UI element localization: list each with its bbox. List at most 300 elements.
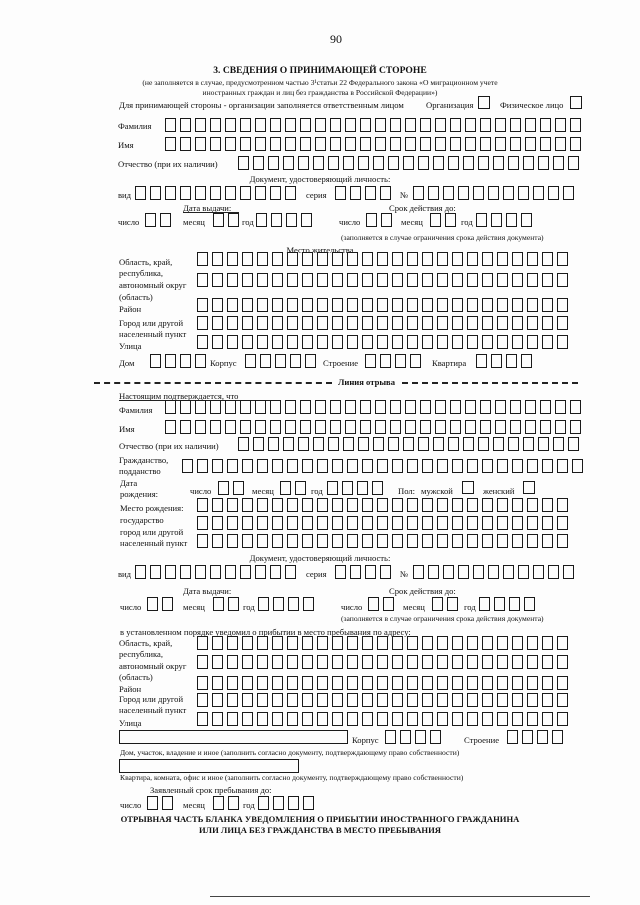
char-cell[interactable] — [510, 118, 521, 132]
char-cell[interactable] — [482, 693, 493, 707]
char-cell[interactable] — [435, 118, 446, 132]
char-cell[interactable] — [377, 516, 388, 530]
char-cell[interactable] — [375, 118, 386, 132]
char-cell[interactable] — [542, 516, 553, 530]
valid-year-cells[interactable] — [476, 213, 536, 227]
char-cell[interactable] — [165, 118, 176, 132]
char-cell[interactable] — [390, 400, 401, 414]
char-cell[interactable] — [465, 137, 476, 151]
char-cell[interactable] — [463, 437, 474, 451]
char-cell[interactable] — [197, 498, 208, 512]
char-cell[interactable] — [392, 498, 403, 512]
char-cell[interactable] — [258, 796, 269, 810]
char-cell[interactable] — [332, 516, 343, 530]
char-cell[interactable] — [210, 137, 221, 151]
char-cell[interactable] — [287, 252, 298, 266]
char-cell[interactable] — [180, 420, 191, 434]
char-cell[interactable] — [465, 420, 476, 434]
char-cell[interactable] — [430, 730, 441, 744]
char-cell[interactable] — [480, 137, 491, 151]
char-cell[interactable] — [388, 156, 399, 170]
char-cell[interactable] — [345, 118, 356, 132]
char-cell[interactable] — [227, 693, 238, 707]
char-cell[interactable] — [521, 354, 532, 368]
char-cell[interactable] — [392, 636, 403, 650]
char-cell[interactable] — [255, 420, 266, 434]
d-name-cells[interactable] — [165, 420, 585, 434]
char-cell[interactable] — [448, 156, 459, 170]
char-cell[interactable] — [392, 298, 403, 312]
char-cell[interactable] — [135, 186, 146, 200]
char-cell[interactable] — [437, 534, 448, 548]
char-cell[interactable] — [260, 354, 271, 368]
char-cell[interactable] — [510, 400, 521, 414]
char-cell[interactable] — [542, 534, 553, 548]
char-cell[interactable] — [542, 498, 553, 512]
char-cell[interactable] — [540, 137, 551, 151]
d-doc-number-cells[interactable] — [413, 565, 578, 579]
char-cell[interactable] — [273, 597, 284, 611]
char-cell[interactable] — [542, 693, 553, 707]
issue-year-cells[interactable] — [256, 213, 316, 227]
char-cell[interactable] — [392, 693, 403, 707]
char-cell[interactable] — [452, 712, 463, 726]
char-cell[interactable] — [347, 498, 358, 512]
char-cell[interactable] — [557, 298, 568, 312]
char-cell[interactable] — [542, 335, 553, 349]
char-cell[interactable] — [270, 420, 281, 434]
char-cell[interactable] — [165, 137, 176, 151]
char-cell[interactable] — [287, 712, 298, 726]
char-cell[interactable] — [242, 534, 253, 548]
char-cell[interactable] — [527, 459, 538, 473]
char-cell[interactable] — [422, 534, 433, 548]
d-region-cells-row2[interactable] — [197, 655, 572, 669]
char-cell[interactable] — [242, 273, 253, 287]
female-checkbox[interactable] — [523, 481, 535, 494]
doc-type-cells[interactable] — [135, 186, 300, 200]
char-cell[interactable] — [422, 273, 433, 287]
dob-day-cells[interactable] — [218, 481, 248, 495]
char-cell[interactable] — [375, 137, 386, 151]
char-cell[interactable] — [332, 335, 343, 349]
char-cell[interactable] — [180, 565, 191, 579]
birthplace-cells-row3[interactable] — [197, 534, 572, 548]
char-cell[interactable] — [450, 137, 461, 151]
char-cell[interactable] — [257, 693, 268, 707]
char-cell[interactable] — [272, 636, 283, 650]
char-cell[interactable] — [413, 565, 424, 579]
char-cell[interactable] — [542, 712, 553, 726]
char-cell[interactable] — [362, 693, 373, 707]
char-cell[interactable] — [285, 420, 296, 434]
char-cell[interactable] — [365, 565, 376, 579]
char-cell[interactable] — [195, 186, 206, 200]
char-cell[interactable] — [507, 730, 518, 744]
char-cell[interactable] — [392, 335, 403, 349]
char-cell[interactable] — [257, 516, 268, 530]
char-cell[interactable] — [512, 459, 523, 473]
char-cell[interactable] — [557, 335, 568, 349]
char-cell[interactable] — [570, 137, 581, 151]
char-cell[interactable] — [405, 137, 416, 151]
char-cell[interactable] — [302, 498, 313, 512]
char-cell[interactable] — [527, 273, 538, 287]
organization-checkbox[interactable] — [478, 96, 490, 109]
char-cell[interactable] — [392, 712, 403, 726]
char-cell[interactable] — [512, 534, 523, 548]
char-cell[interactable] — [285, 400, 296, 414]
char-cell[interactable] — [437, 298, 448, 312]
char-cell[interactable] — [347, 693, 358, 707]
char-cell[interactable] — [197, 655, 208, 669]
char-cell[interactable] — [542, 676, 553, 690]
char-cell[interactable] — [317, 655, 328, 669]
d-city-cells[interactable] — [197, 693, 572, 707]
stay-day-cells[interactable] — [147, 796, 177, 810]
char-cell[interactable] — [418, 156, 429, 170]
char-cell[interactable] — [362, 636, 373, 650]
char-cell[interactable] — [467, 316, 478, 330]
char-cell[interactable] — [272, 712, 283, 726]
char-cell[interactable] — [527, 655, 538, 669]
char-cell[interactable] — [362, 273, 373, 287]
d-structure-cells[interactable] — [507, 730, 567, 744]
char-cell[interactable] — [195, 118, 206, 132]
char-cell[interactable] — [563, 186, 574, 200]
char-cell[interactable] — [508, 156, 519, 170]
char-cell[interactable] — [197, 459, 208, 473]
char-cell[interactable] — [335, 186, 346, 200]
char-cell[interactable] — [295, 481, 306, 495]
char-cell[interactable] — [272, 534, 283, 548]
char-cell[interactable] — [512, 252, 523, 266]
char-cell[interactable] — [450, 420, 461, 434]
char-cell[interactable] — [450, 118, 461, 132]
char-cell[interactable] — [253, 156, 264, 170]
char-cell[interactable] — [210, 186, 221, 200]
char-cell[interactable] — [238, 156, 249, 170]
char-cell[interactable] — [525, 118, 536, 132]
char-cell[interactable] — [273, 796, 284, 810]
d-doc-series-cells[interactable] — [335, 565, 395, 579]
char-cell[interactable] — [443, 186, 454, 200]
char-cell[interactable] — [437, 316, 448, 330]
char-cell[interactable] — [570, 420, 581, 434]
char-cell[interactable] — [347, 676, 358, 690]
char-cell[interactable] — [280, 481, 291, 495]
char-cell[interactable] — [497, 676, 508, 690]
char-cell[interactable] — [298, 437, 309, 451]
char-cell[interactable] — [377, 298, 388, 312]
char-cell[interactable] — [476, 213, 487, 227]
valid-month-cells[interactable] — [430, 213, 460, 227]
char-cell[interactable] — [377, 655, 388, 669]
structure-cells[interactable] — [365, 354, 425, 368]
char-cell[interactable] — [195, 565, 206, 579]
char-cell[interactable] — [493, 156, 504, 170]
char-cell[interactable] — [227, 252, 238, 266]
char-cell[interactable] — [482, 676, 493, 690]
char-cell[interactable] — [467, 498, 478, 512]
char-cell[interactable] — [390, 137, 401, 151]
char-cell[interactable] — [428, 186, 439, 200]
char-cell[interactable] — [347, 273, 358, 287]
doc-number-cells[interactable] — [413, 186, 578, 200]
char-cell[interactable] — [467, 516, 478, 530]
char-cell[interactable] — [527, 712, 538, 726]
char-cell[interactable] — [392, 459, 403, 473]
char-cell[interactable] — [227, 335, 238, 349]
char-cell[interactable] — [572, 459, 583, 473]
char-cell[interactable] — [503, 565, 514, 579]
char-cell[interactable] — [288, 796, 299, 810]
char-cell[interactable] — [227, 534, 238, 548]
char-cell[interactable] — [238, 437, 249, 451]
char-cell[interactable] — [540, 118, 551, 132]
char-cell[interactable] — [240, 137, 251, 151]
char-cell[interactable] — [452, 516, 463, 530]
char-cell[interactable] — [518, 186, 529, 200]
char-cell[interactable] — [253, 437, 264, 451]
char-cell[interactable] — [227, 298, 238, 312]
char-cell[interactable] — [467, 655, 478, 669]
char-cell[interactable] — [437, 498, 448, 512]
char-cell[interactable] — [347, 298, 358, 312]
char-cell[interactable] — [405, 400, 416, 414]
char-cell[interactable] — [347, 655, 358, 669]
char-cell[interactable] — [568, 156, 579, 170]
char-cell[interactable] — [415, 730, 426, 744]
char-cell[interactable] — [347, 534, 358, 548]
char-cell[interactable] — [377, 459, 388, 473]
char-cell[interactable] — [213, 213, 224, 227]
char-cell[interactable] — [437, 459, 448, 473]
char-cell[interactable] — [368, 597, 379, 611]
char-cell[interactable] — [366, 213, 377, 227]
char-cell[interactable] — [555, 420, 566, 434]
char-cell[interactable] — [287, 498, 298, 512]
char-cell[interactable] — [405, 420, 416, 434]
char-cell[interactable] — [147, 796, 158, 810]
char-cell[interactable] — [497, 516, 508, 530]
char-cell[interactable] — [225, 118, 236, 132]
char-cell[interactable] — [553, 437, 564, 451]
char-cell[interactable] — [257, 676, 268, 690]
char-cell[interactable] — [525, 400, 536, 414]
char-cell[interactable] — [257, 534, 268, 548]
char-cell[interactable] — [330, 400, 341, 414]
char-cell[interactable] — [285, 118, 296, 132]
char-cell[interactable] — [242, 676, 253, 690]
char-cell[interactable] — [317, 335, 328, 349]
char-cell[interactable] — [523, 156, 534, 170]
char-cell[interactable] — [422, 636, 433, 650]
char-cell[interactable] — [332, 459, 343, 473]
char-cell[interactable] — [400, 730, 411, 744]
char-cell[interactable] — [407, 316, 418, 330]
char-cell[interactable] — [180, 400, 191, 414]
char-cell[interactable] — [272, 335, 283, 349]
char-cell[interactable] — [332, 636, 343, 650]
char-cell[interactable] — [287, 676, 298, 690]
birthplace-cells-row1[interactable] — [197, 498, 572, 512]
char-cell[interactable] — [377, 693, 388, 707]
char-cell[interactable] — [525, 420, 536, 434]
char-cell[interactable] — [315, 420, 326, 434]
char-cell[interactable] — [482, 459, 493, 473]
char-cell[interactable] — [377, 316, 388, 330]
valid-day-cells[interactable] — [366, 213, 396, 227]
char-cell[interactable] — [538, 156, 549, 170]
char-cell[interactable] — [422, 693, 433, 707]
char-cell[interactable] — [482, 655, 493, 669]
char-cell[interactable] — [242, 316, 253, 330]
char-cell[interactable] — [482, 273, 493, 287]
char-cell[interactable] — [242, 335, 253, 349]
char-cell[interactable] — [480, 420, 491, 434]
char-cell[interactable] — [570, 400, 581, 414]
char-cell[interactable] — [540, 420, 551, 434]
char-cell[interactable] — [362, 655, 373, 669]
char-cell[interactable] — [302, 655, 313, 669]
char-cell[interactable] — [257, 459, 268, 473]
char-cell[interactable] — [328, 156, 339, 170]
char-cell[interactable] — [491, 213, 502, 227]
char-cell[interactable] — [285, 186, 296, 200]
char-cell[interactable] — [317, 676, 328, 690]
char-cell[interactable] — [452, 498, 463, 512]
char-cell[interactable] — [272, 693, 283, 707]
char-cell[interactable] — [272, 498, 283, 512]
char-cell[interactable] — [467, 712, 478, 726]
char-cell[interactable] — [458, 565, 469, 579]
char-cell[interactable] — [482, 298, 493, 312]
char-cell[interactable] — [557, 252, 568, 266]
char-cell[interactable] — [553, 156, 564, 170]
d-issue-day-cells[interactable] — [147, 597, 177, 611]
char-cell[interactable] — [482, 712, 493, 726]
char-cell[interactable] — [195, 137, 206, 151]
char-cell[interactable] — [257, 712, 268, 726]
char-cell[interactable] — [465, 118, 476, 132]
char-cell[interactable] — [317, 712, 328, 726]
char-cell[interactable] — [557, 636, 568, 650]
char-cell[interactable] — [330, 118, 341, 132]
char-cell[interactable] — [225, 186, 236, 200]
char-cell[interactable] — [407, 676, 418, 690]
char-cell[interactable] — [362, 516, 373, 530]
char-cell[interactable] — [407, 459, 418, 473]
char-cell[interactable] — [467, 459, 478, 473]
char-cell[interactable] — [218, 481, 229, 495]
char-cell[interactable] — [377, 498, 388, 512]
char-cell[interactable] — [407, 655, 418, 669]
char-cell[interactable] — [377, 676, 388, 690]
char-cell[interactable] — [510, 137, 521, 151]
apartment-cells[interactable] — [476, 354, 536, 368]
char-cell[interactable] — [257, 298, 268, 312]
char-cell[interactable] — [303, 597, 314, 611]
char-cell[interactable] — [395, 354, 406, 368]
char-cell[interactable] — [227, 516, 238, 530]
char-cell[interactable] — [287, 516, 298, 530]
char-cell[interactable] — [373, 437, 384, 451]
char-cell[interactable] — [557, 655, 568, 669]
char-cell[interactable] — [542, 316, 553, 330]
char-cell[interactable] — [180, 118, 191, 132]
char-cell[interactable] — [410, 354, 421, 368]
char-cell[interactable] — [467, 693, 478, 707]
char-cell[interactable] — [287, 693, 298, 707]
char-cell[interactable] — [452, 316, 463, 330]
char-cell[interactable] — [330, 137, 341, 151]
char-cell[interactable] — [362, 676, 373, 690]
char-cell[interactable] — [407, 335, 418, 349]
char-cell[interactable] — [452, 636, 463, 650]
char-cell[interactable] — [433, 156, 444, 170]
char-cell[interactable] — [150, 354, 161, 368]
char-cell[interactable] — [482, 636, 493, 650]
char-cell[interactable] — [332, 676, 343, 690]
char-cell[interactable] — [497, 534, 508, 548]
d-valid-month-cells[interactable] — [432, 597, 462, 611]
char-cell[interactable] — [285, 137, 296, 151]
char-cell[interactable] — [467, 676, 478, 690]
char-cell[interactable] — [557, 534, 568, 548]
char-cell[interactable] — [375, 400, 386, 414]
char-cell[interactable] — [165, 400, 176, 414]
char-cell[interactable] — [437, 252, 448, 266]
char-cell[interactable] — [452, 252, 463, 266]
char-cell[interactable] — [480, 400, 491, 414]
char-cell[interactable] — [527, 335, 538, 349]
char-cell[interactable] — [160, 213, 171, 227]
char-cell[interactable] — [287, 534, 298, 548]
char-cell[interactable] — [428, 565, 439, 579]
d-building-cells[interactable] — [385, 730, 445, 744]
char-cell[interactable] — [287, 316, 298, 330]
surname-cells[interactable] — [165, 118, 585, 132]
char-cell[interactable] — [242, 516, 253, 530]
char-cell[interactable] — [422, 459, 433, 473]
char-cell[interactable] — [392, 316, 403, 330]
char-cell[interactable] — [420, 118, 431, 132]
char-cell[interactable] — [210, 400, 221, 414]
char-cell[interactable] — [407, 498, 418, 512]
char-cell[interactable] — [538, 437, 549, 451]
stay-month-cells[interactable] — [213, 796, 243, 810]
char-cell[interactable] — [422, 298, 433, 312]
char-cell[interactable] — [195, 420, 206, 434]
char-cell[interactable] — [302, 516, 313, 530]
d-district-cells[interactable] — [197, 676, 572, 690]
d-street-cells[interactable] — [197, 712, 572, 726]
char-cell[interactable] — [360, 118, 371, 132]
char-cell[interactable] — [422, 676, 433, 690]
char-cell[interactable] — [287, 273, 298, 287]
char-cell[interactable] — [540, 400, 551, 414]
char-cell[interactable] — [347, 459, 358, 473]
char-cell[interactable] — [521, 213, 532, 227]
char-cell[interactable] — [342, 481, 353, 495]
house-field[interactable] — [119, 730, 348, 744]
char-cell[interactable] — [482, 516, 493, 530]
street-cells[interactable] — [197, 335, 572, 349]
char-cell[interactable] — [497, 273, 508, 287]
char-cell[interactable] — [227, 273, 238, 287]
char-cell[interactable] — [165, 420, 176, 434]
